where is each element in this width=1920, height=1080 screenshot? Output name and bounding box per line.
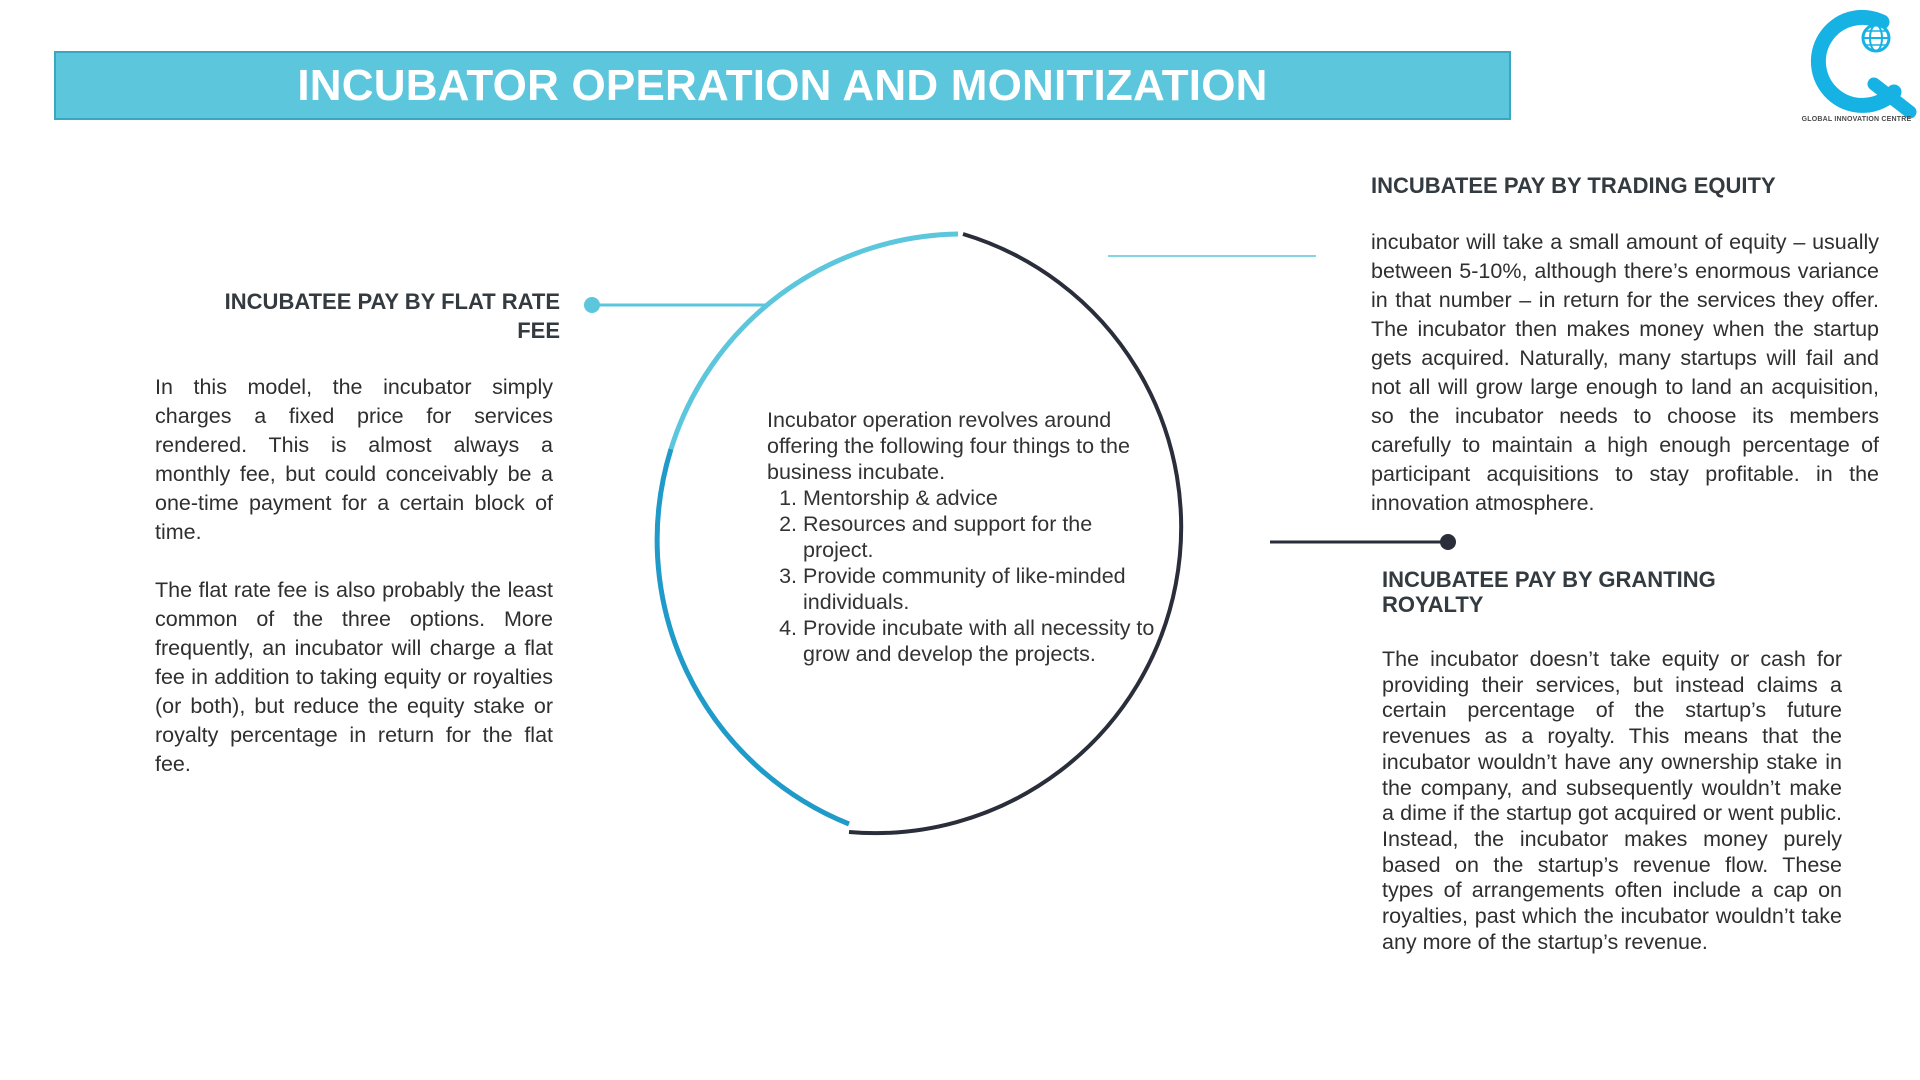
royalty-text: The incubator doesn’t take equity or cash for providing their services, but instead claims a certain percentage of the startup’s future revenues as a royalty. This means that the incubator wouldn’t have any ownership stake in the company, and subsequently wouldn’t make a dime if the startup got acquired or went public. Instead, the incubator makes money purely based on the startup’s revenue flow. These types of arrangements often include a cap on royalties, past which the incubator wouldn’t take any more of the startup’s revenue.	[1382, 647, 1842, 954]
flat-rate-paragraph: In this model, the incubator simply charges a fixed price for services rendered. This is almost always a monthly fee, but could conceivably be a one-time payment for a certain block of time.	[155, 375, 553, 544]
flat-rate-heading: INCUBATEE PAY BY FLAT RATE FEE	[224, 289, 560, 343]
connector-dot-flat-rate	[584, 297, 600, 313]
page-title: INCUBATOR OPERATION AND MONITIZATION	[297, 60, 1268, 110]
service-item: 4. Provide incubate with all necessity to grow and develop the projects.	[803, 615, 1167, 667]
service-item: 2. Resources and support for the project.	[803, 511, 1167, 563]
equity-text: incubator will take a small amount of equity – usually between 5-10%, although there’s enormous variance in that number – in return for the services they offer. The incubator then makes money when the startup gets acquired. Naturally, many startups will fail and not all will grow large enough to land an acquisition, so the incubator needs to choose its members carefully to maintain a high enough percentage of participant acquisitions to stay profitable. in the innovation atmosphere.	[1371, 230, 1879, 515]
flat-rate-text	[155, 373, 553, 779]
connector-dot-royalty	[1440, 534, 1456, 550]
service-list	[767, 485, 1167, 667]
center-description	[767, 407, 1167, 667]
flat-rate-paragraph: The flat rate fee is also probably the least common of the three options. More frequently, an incubator will charge a flat fee in addition to taking equity or royalties (or both), but reduce the equity stake or royalty percentage in return for the flat fee.	[155, 578, 553, 776]
center-intro: Incubator operation revolves around offering the following four things to the business incubate.	[767, 408, 1130, 484]
logo-caption: GLOBAL INNOVATION CENTRE	[1801, 116, 1912, 123]
equity-heading: INCUBATEE PAY BY TRADING EQUITY	[1371, 173, 1776, 198]
royalty-heading: INCUBATEE PAY BY GRANTING ROYALTY	[1382, 567, 1716, 617]
service-item: 3. Provide community of like-minded individuals.	[803, 563, 1167, 615]
service-item: 1. Mentorship & advice	[803, 485, 1167, 511]
